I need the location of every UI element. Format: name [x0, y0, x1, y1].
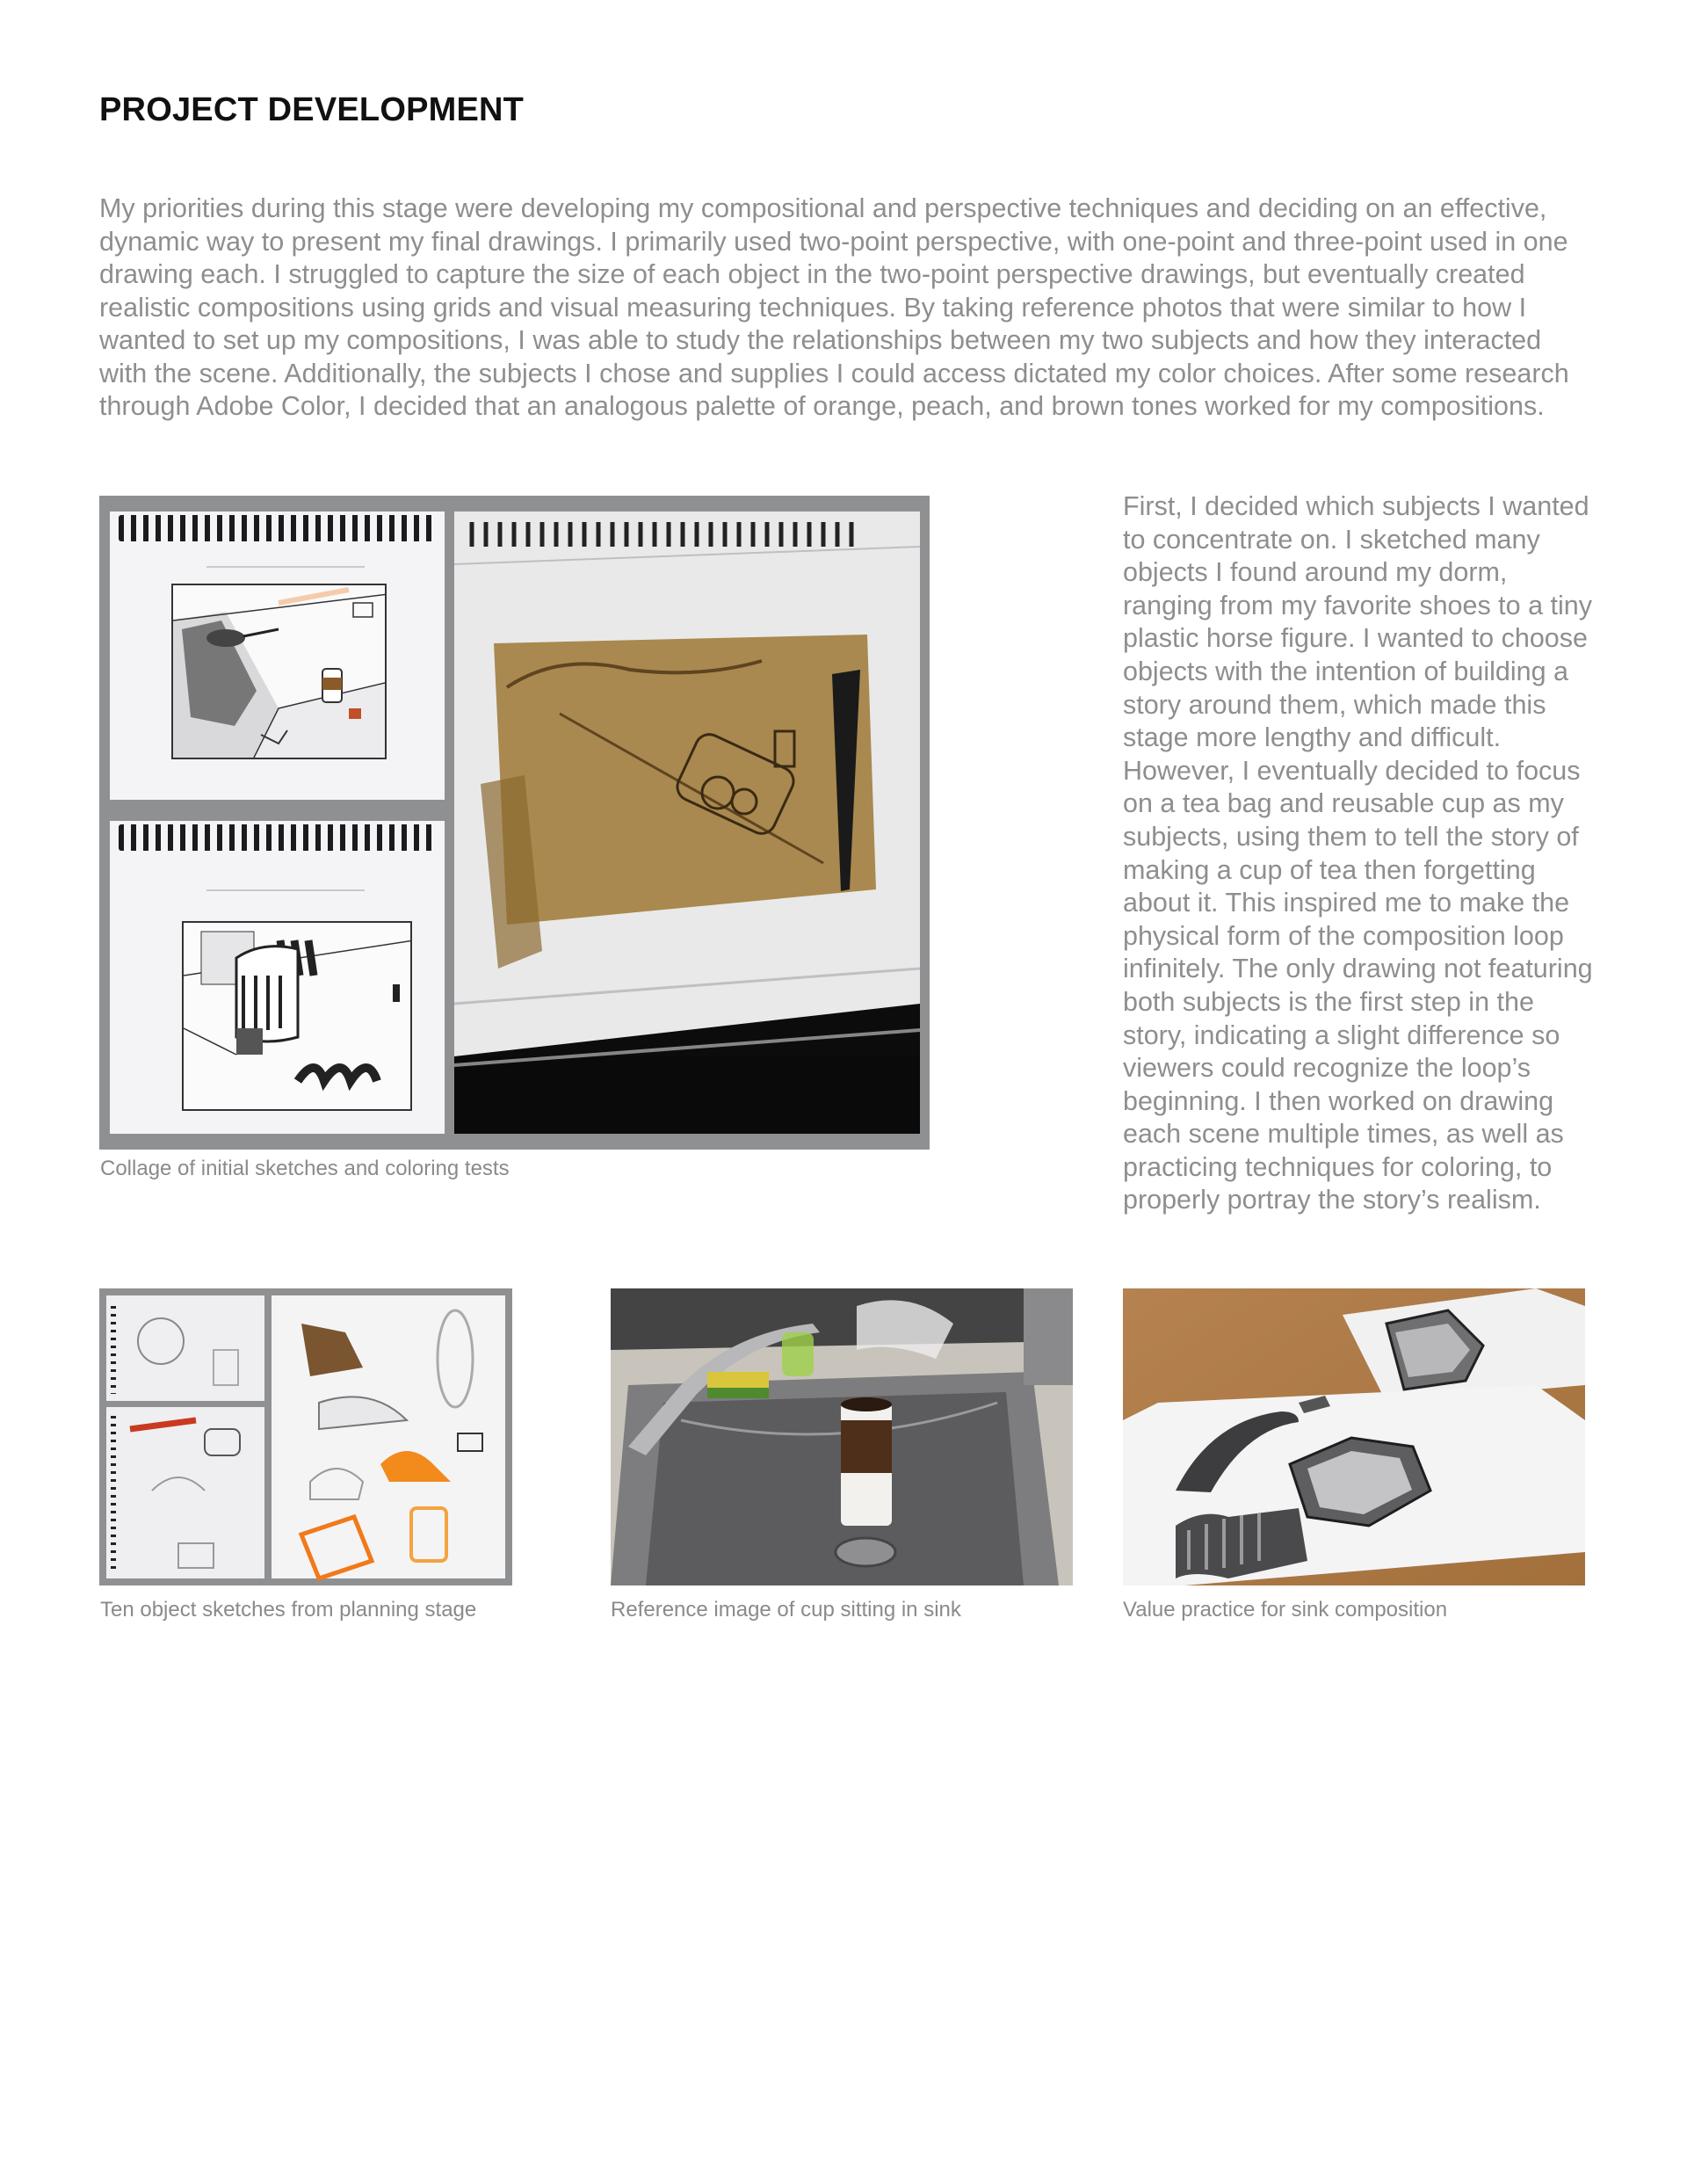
spiral-binding — [119, 824, 436, 851]
sketch-frame — [171, 584, 387, 759]
sketch-collage-image — [99, 496, 930, 1150]
sink-perspective-sketch — [173, 585, 387, 759]
sketches-caption: Ten object sketches from planning stage — [100, 1598, 477, 1622]
value-caption: Value practice for sink composition — [1123, 1598, 1448, 1622]
pencil-note — [206, 889, 365, 891]
cup-perspective-sketch — [184, 923, 412, 1111]
sketch-sheet-top — [110, 512, 445, 800]
reference-caption: Reference image of cup sitting in sink — [611, 1598, 961, 1622]
sketch-frame — [182, 921, 412, 1111]
side-paragraph: First, I decided which subjects I wanted to concentrate on. I sketched many objects I found around my dorm, ranging from my favorite shoes to a tiny plastic horse figure. I wanted to choose objects with the intention of building a story around them, which made this stage more lengthy and difficult. However, I eventually decided to focus on a tea bag and reusable cup as my subjects, using them to tell the story of making a cup of tea then forgetting about it. This inspired me to make the physical form of the composition loop infinitely. The only drawing not featuring both subjects is the first step in the story, indicating a slight difference so viewers could recognize the loop’s beginning. I then worked on drawing each scene multiple times, as well as practicing techniques for coloring, to properly portray the story’s realism. — [1123, 491, 1593, 1215]
value-practice-illustration — [1123, 1288, 1585, 1585]
lightbox-tracing-photo — [454, 512, 920, 1134]
intro-paragraph: My priorities during this stage were developing my compositional and perspective techniques and deciding on an effective, dynamic way to present my final drawings. I primarily used two-point perspective, with one-point and three-point used in one drawing each. I struggled to capture the size of each object in the two-point perspective drawings, but eventually created realistic compositions using grids and visual measuring techniques. By taking reference photos that were similar to how I wanted to set up my compositions, I was able to study the relationships between my two subjects and how they interacted with the scene. Additionally, the subjects I chose and supplies I could access dictated my color choices. After some research through Adobe Color, I decided that an analogous palette of orange, peach, and brown tones worked for my compositions. — [99, 193, 1569, 421]
pencil-note — [206, 566, 365, 568]
collage-caption: Collage of initial sketches and coloring tests — [100, 1157, 510, 1180]
object-sketches-image — [99, 1288, 512, 1585]
sink-reference-illustration — [611, 1288, 1073, 1585]
spiral-binding — [119, 515, 436, 541]
object-sketches-illustration — [99, 1288, 512, 1585]
sketch-sheet-bottom — [110, 821, 445, 1134]
sink-reference-image — [611, 1288, 1073, 1585]
value-practice-image — [1123, 1288, 1585, 1585]
lightbox-illustration — [454, 512, 920, 1134]
page-title: PROJECT DEVELOPMENT — [99, 91, 525, 128]
